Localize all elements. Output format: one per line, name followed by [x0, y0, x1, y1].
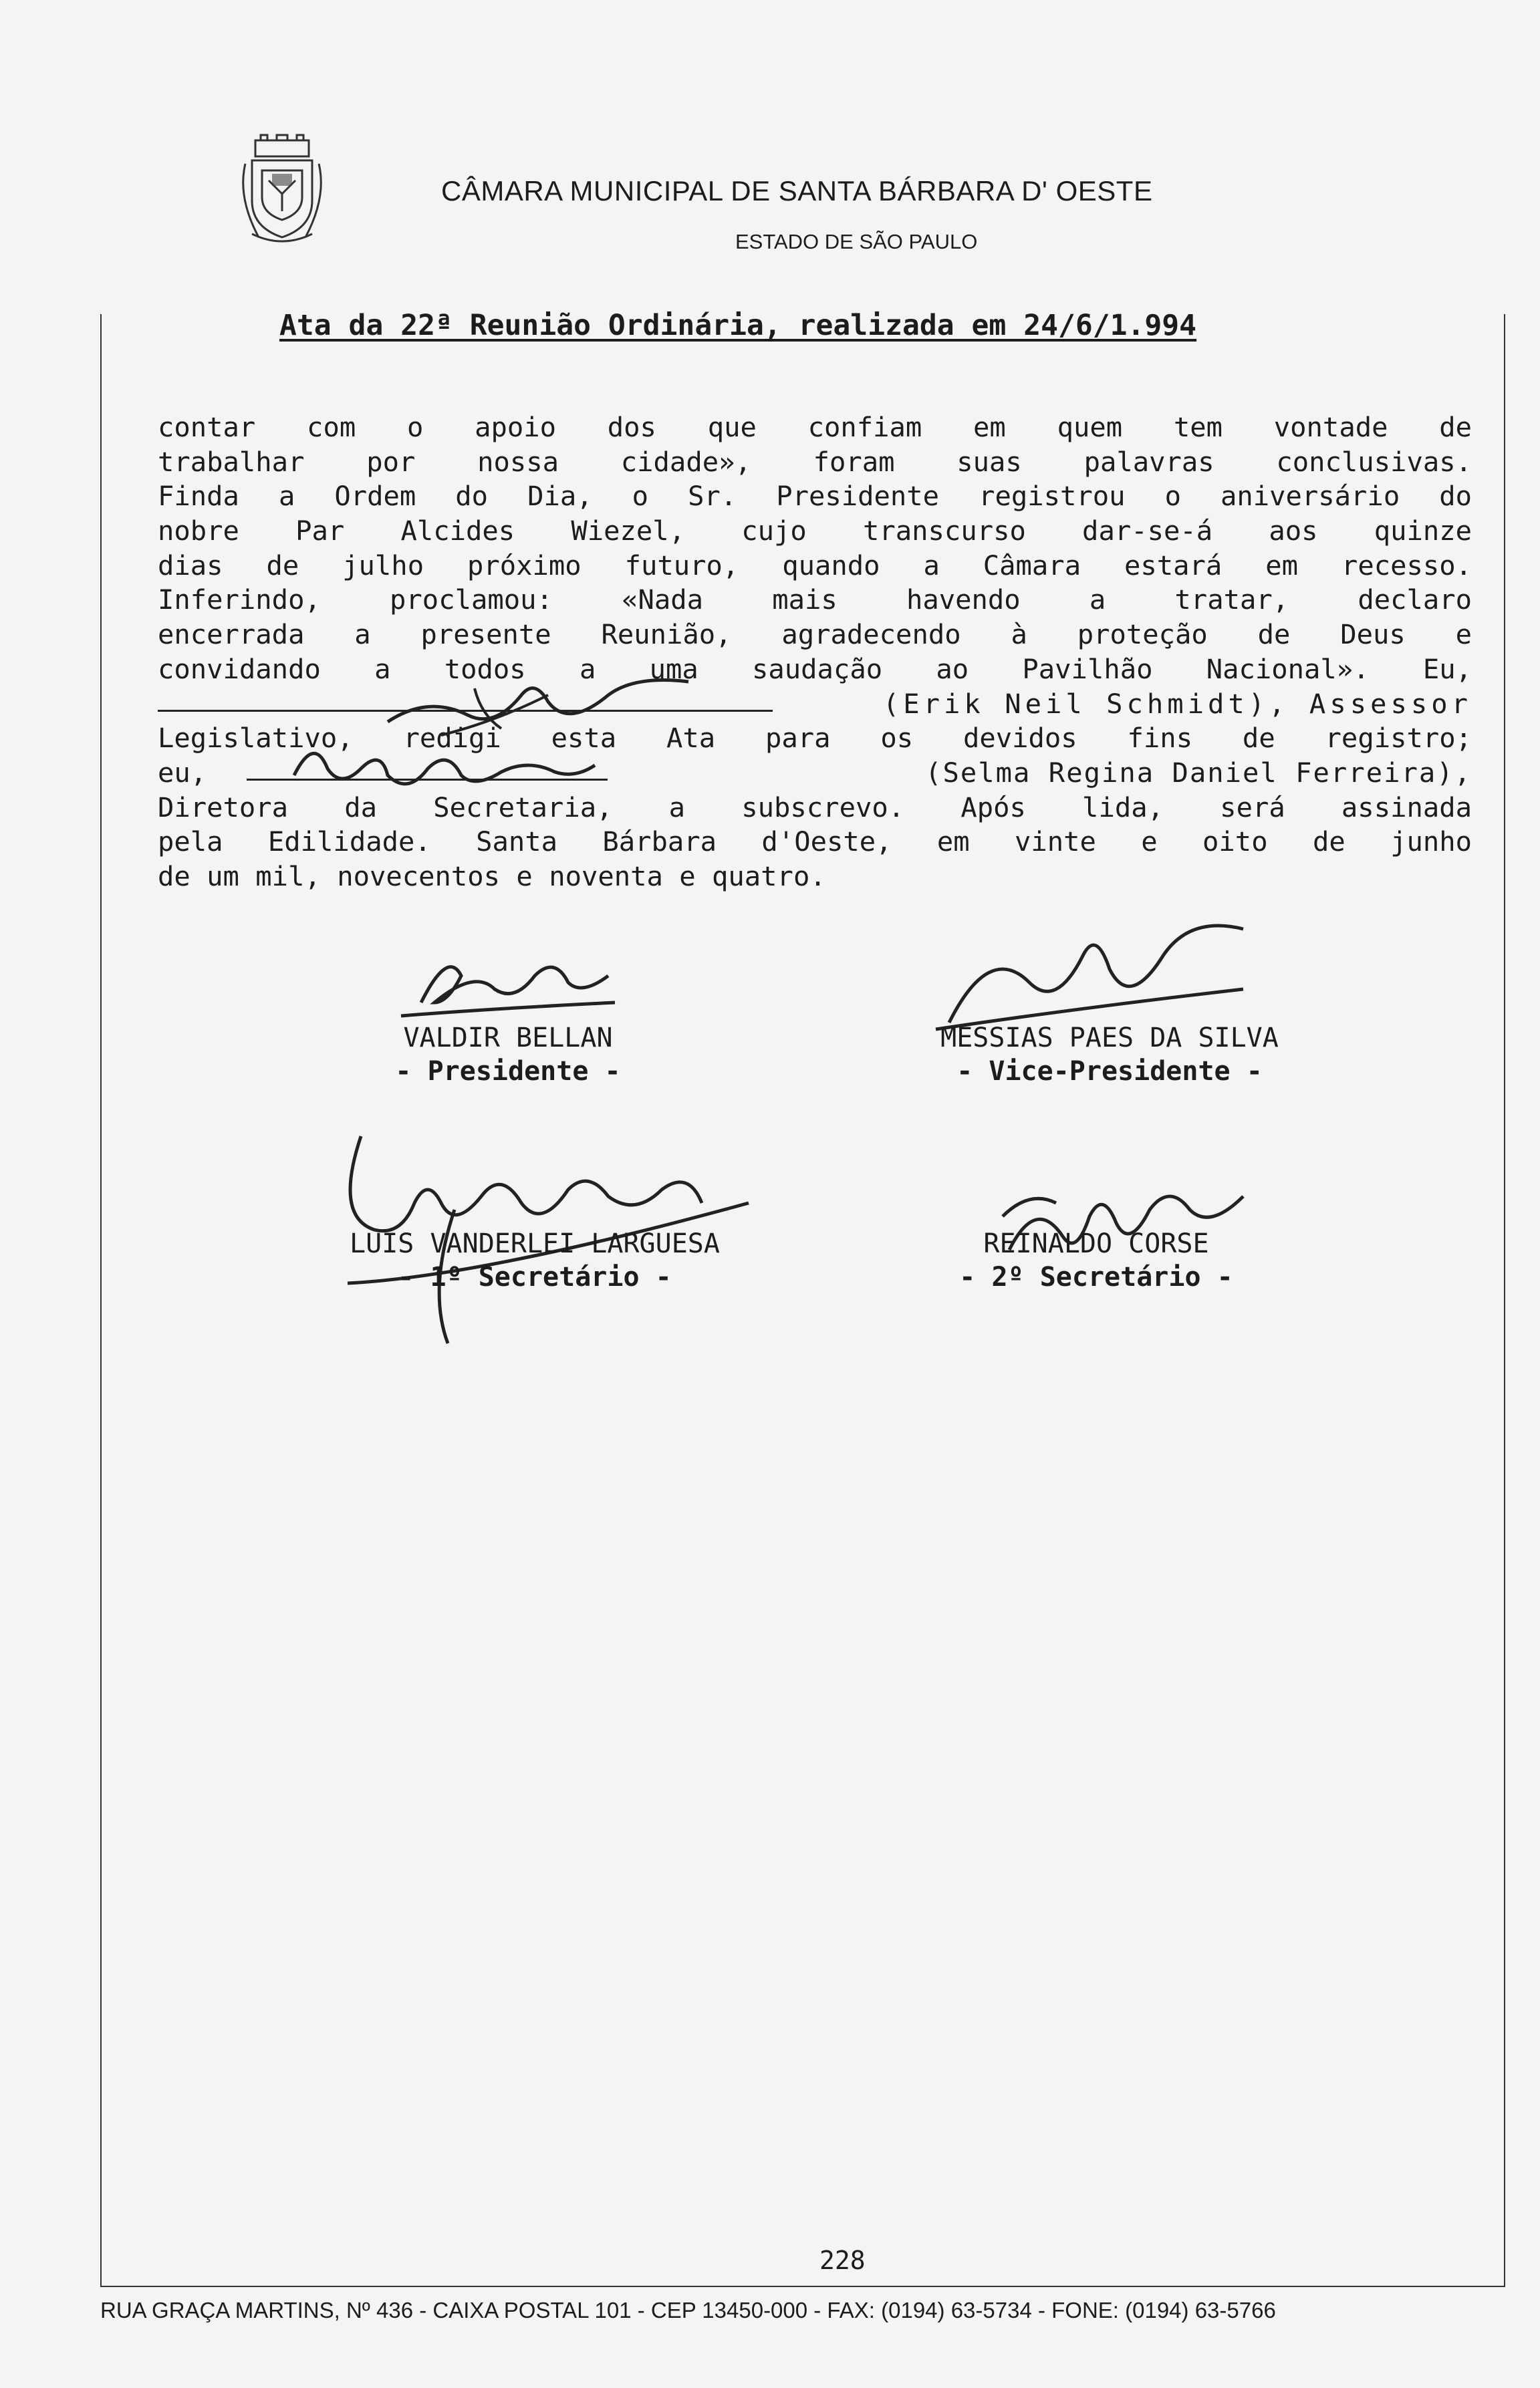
body-line: Diretora da Secretaria, a subscrevo. Após lida, será assinada	[158, 791, 1472, 823]
handwritten-signature-director	[281, 735, 655, 795]
body-line-text: eu,	[158, 756, 207, 789]
signatory-role-vice-president: - Vice-Presidente -	[956, 1056, 1263, 1087]
footer-rule	[100, 2286, 1505, 2287]
institution-title: CÂMARA MUNICIPAL DE SANTA BÁRBARA D' OESTE	[441, 175, 1153, 207]
minutes-body	[158, 410, 1472, 894]
state-subtitle: ESTADO DE SÃO PAULO	[735, 230, 978, 253]
page-number: 228	[819, 2246, 866, 2275]
signatory-role-president: - Presidente -	[395, 1056, 621, 1087]
handwritten-signature-president	[374, 949, 655, 1029]
signatory-role-second-secretary: - 2º Secretário -	[959, 1262, 1233, 1293]
body-line: Legislativo, redigi esta Ata para os devidos fins de registro;	[158, 722, 1472, 755]
body-line: contar com o apoio dos que confiam em quem tem vontade de	[158, 411, 1472, 443]
body-line: trabalhar por nossa cidade», foram suas palavras conclusivas.	[158, 445, 1472, 478]
body-line: encerrada a presente Reunião, agradecendo à proteção de Deus e	[158, 618, 1472, 651]
municipal-crest-icon	[235, 134, 329, 247]
body-line: convidando a todos a uma saudação ao Pavilhão Nacional». Eu,	[158, 652, 1472, 685]
signatory-name-first-secretary: LUIS VANDERLEI LARGUESA	[350, 1228, 720, 1259]
signatory-name-vice-president: MESSIAS PAES DA SILVA	[940, 1023, 1279, 1053]
body-line: dias de julho próximo futuro, quando a Câmara estará em recesso.	[158, 549, 1472, 581]
body-line: nobre Par Alcides Wiezel, cujo transcurso dar-se-á aos quinze	[158, 515, 1472, 547]
signatory-name-president: VALDIR BELLAN	[403, 1023, 613, 1053]
footer-address: RUA GRAÇA MARTINS, Nº 436 - CAIXA POSTAL 101 - CEP 13450-000 - FAX: (0194) 63-5734 - FONE: (0194) 63-5766	[100, 2298, 1276, 2323]
left-margin-rule	[100, 314, 102, 2286]
body-line: pela Edilidade. Santa Bárbara d'Oeste, em vinte e oito de junho	[158, 825, 1472, 858]
right-margin-rule	[1504, 314, 1505, 2286]
body-line: Finda a Ordem do Dia, o Sr. Presidente registrou o aniversário do	[158, 480, 1472, 513]
signatory-name-second-secretary: REINALDO CORSE	[983, 1228, 1209, 1259]
signatory-role-first-secretary: - 1º Secretário -	[398, 1262, 672, 1293]
minutes-title: Ata da 22ª Reunião Ordinária, realizada em 24/6/1.994	[279, 309, 1197, 342]
body-line: Inferindo, proclamou: «Nada mais havendo a tratar, declaro	[158, 583, 1472, 616]
body-line: de um mil, novecentos e noventa e quatro.	[158, 859, 826, 892]
body-line-text: (Selma Regina Daniel Ferreira),	[925, 756, 1472, 789]
body-line-signature-blank	[158, 687, 1472, 722]
body-line-text: (Erik Neil Schmidt), Assessor	[882, 687, 1472, 720]
